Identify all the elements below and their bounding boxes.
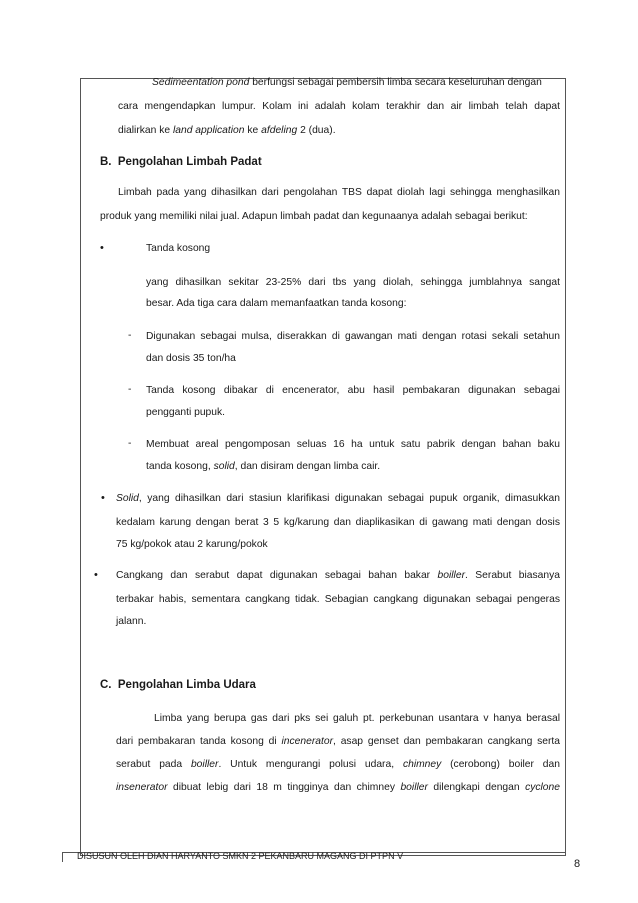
section-b-para-line-1: Limbah pada yang dihasilkan dari pengolahan TBS dapat diolah lagi sehingga menghasilkan xyxy=(118,187,560,198)
section-c-line-4: insenerator dibuat lebig dari 18 m tingginya dan chimney boiller dilengkapi dengan cyclone xyxy=(116,782,560,793)
footer-rule-left xyxy=(62,852,63,862)
sub-1-line-1: Digunakan sebagai mulsa, diserakkan di gawangan mati dengan rotasi sekali setahun xyxy=(146,331,560,342)
dash-sub-3: - xyxy=(128,438,132,449)
sub-2-line-2: pengganti pupuk. xyxy=(146,407,226,418)
item-2-line-1: Solid, yang dihasilkan dari stasiun klarifikasi digunakan sebagai pupuk organik, dimasukkan xyxy=(116,493,560,504)
sub-3-line-2: tanda kosong, solid, dan disiram dengan limba cair. xyxy=(146,461,381,472)
intro-line-3: dialirkan ke land application ke afdeling 2 (dua). xyxy=(118,125,336,136)
intro-line-1: Sedimeentation pond berfungsi sebagai pembersih limba secara keseluruhan dengan xyxy=(152,77,542,88)
intro-line-2: cara mengendapkan lumpur. Kolam ini adalah kolam terakhir dan air limbah telah dapat xyxy=(118,101,560,112)
item-1-line-1: yang dihasilkan sekitar 23-25% dari tbs yang diolah, sehingga jumblahnya sangat xyxy=(146,277,560,288)
bullet-item-3: • xyxy=(94,569,98,581)
item-3-line-3: jalann. xyxy=(116,616,147,627)
item-2-line-3: 75 kg/pokok atau 2 karung/pokok xyxy=(116,539,268,550)
item-3-line-1: Cangkang dan serabut dapat digunakan sebagai bahan bakar boiller. Serabut biasanya xyxy=(116,570,560,581)
section-c-line-1: Limba yang berupa gas dari pks sei galuh pt. perkebunan usantara v hanya berasal xyxy=(154,713,560,724)
sub-3-line-1: Membuat areal pengomposan seluas 16 ha untuk satu pabrik dengan bahan baku xyxy=(146,439,560,450)
item-3-line-2: terbakar habis, sementara cangkang tidak. Sebagian cangkang digunakan sebagai pengeras xyxy=(116,594,560,605)
section-c-line-3: serabut pada boiller. Untuk mengurangi polusi udara, chimney (cerobong) boiler dan xyxy=(116,759,560,770)
item-1-title: Tanda kosong xyxy=(146,243,211,254)
dash-sub-1: - xyxy=(128,330,132,341)
bullet-item-2: • xyxy=(101,492,105,504)
dash-sub-2: - xyxy=(128,384,132,395)
section-b-para-line-2: produk yang memiliki nilai jual. Adapun limbah padat dan kegunaanya adalah sebagai berikut: xyxy=(100,211,528,222)
section-c-heading: C. Pengolahan Limba Udara xyxy=(100,679,256,691)
section-c-line-2: dari pembakaran tanda kosong di incenerator, asap genset dan pembakaran cangkang serta xyxy=(116,736,560,747)
item-1-line-2: besar. Ada tiga cara dalam memanfaatkan tanda kosong: xyxy=(146,298,407,309)
section-b-heading: B. Pengolahan Limbah Padat xyxy=(100,156,262,168)
item-2-line-2: kedalam karung dengan berat 3 5 kg/karung dan diaplikasikan di gawang mati dengan dosis xyxy=(116,517,560,528)
bullet-item-1: • xyxy=(100,242,104,254)
sub-1-line-2: dan dosis 35 ton/ha xyxy=(146,353,236,364)
page-number: 8 xyxy=(574,858,581,870)
sub-2-line-1: Tanda kosong dibakar di encenerator, abu hasil pembakaran digunakan sebagai xyxy=(146,385,560,396)
footer-text: DISUSUN OLEH DIAN HARYANTO SMKN 2 PEKANBARU MAGANG DI PTPN V xyxy=(77,851,404,861)
